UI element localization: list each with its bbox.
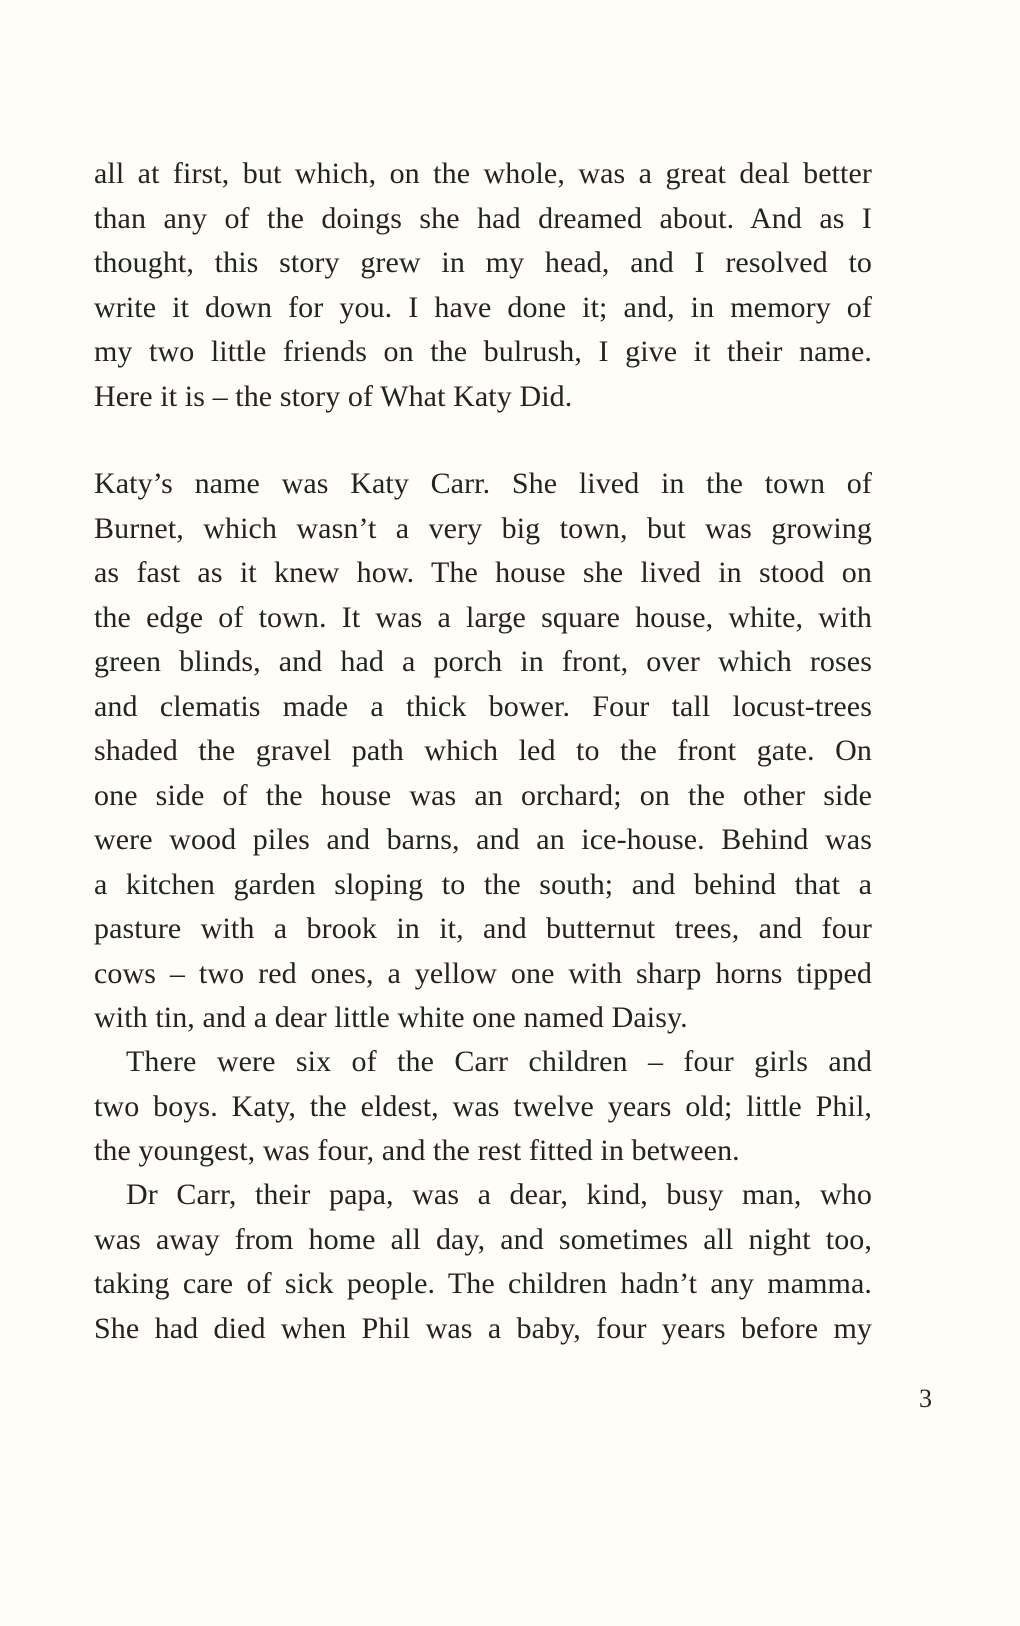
text-line: taking care of sick people. The children hadn’t any mamma.	[94, 1267, 872, 1300]
text-line: was away from home all day, and sometimes all night too,	[94, 1222, 872, 1256]
text-line: Burnet, which wasn’t a very big town, but was growing	[94, 511, 872, 545]
text-line: the youngest, was four, and the rest fitted in between.	[94, 1134, 740, 1167]
text-line: thought, this story grew in my head, and I resolved to	[94, 246, 872, 279]
text-line: pasture with a brook in it, and butternut trees, and four	[94, 912, 872, 945]
text-line: a kitchen garden sloping to the south; and behind that a	[94, 867, 872, 901]
text-line: and clematis made a thick bower. Four tall locust-trees	[94, 689, 872, 723]
text-line: as fast as it knew how. The house she lived in stood on	[94, 556, 872, 589]
text-line: Here it is – the story of What Katy Did.	[94, 379, 573, 413]
paragraph-opening	[94, 152, 872, 419]
text-line: than any of the doings she had dreamed about. And as I	[94, 201, 872, 235]
text-line: There were six of the Carr children – four girls and	[126, 1045, 872, 1078]
text-line: Dr Carr, their papa, was a dear, kind, busy man, who	[126, 1178, 872, 1211]
paragraph-dr-carr	[94, 1173, 872, 1351]
text-line: two boys. Katy, the eldest, was twelve years old; little Phil,	[94, 1089, 872, 1123]
text-line: one side of the house was an orchard; on the other side	[94, 778, 872, 812]
text-line: cows – two red ones, a yellow one with sharp horns tipped	[94, 956, 872, 990]
paragraph-carr-children	[94, 1040, 872, 1174]
text-line: the edge of town. It was a large square house, white, with	[94, 600, 872, 634]
text-line: She had died when Phil was a baby, four years before my	[94, 1311, 872, 1345]
text-line: my two little friends on the bulrush, I give it their name.	[94, 335, 872, 368]
text-line: were wood piles and barns, and an ice-house. Behind was	[94, 823, 872, 856]
paragraph-katy-intro	[94, 462, 872, 1041]
text-line: shaded the gravel path which led to the front gate. On	[94, 734, 872, 767]
text-line: with tin, and a dear little white one named Daisy.	[94, 1001, 688, 1034]
text-line: green blinds, and had a porch in front, over which roses	[94, 645, 872, 678]
text-line: all at first, but which, on the whole, was a great deal better	[94, 157, 872, 190]
page-number: 3	[919, 1384, 932, 1413]
text-line: write it down for you. I have done it; and, in memory of	[94, 290, 872, 324]
text-line: Katy’s name was Katy Carr. She lived in the town of	[94, 467, 872, 500]
